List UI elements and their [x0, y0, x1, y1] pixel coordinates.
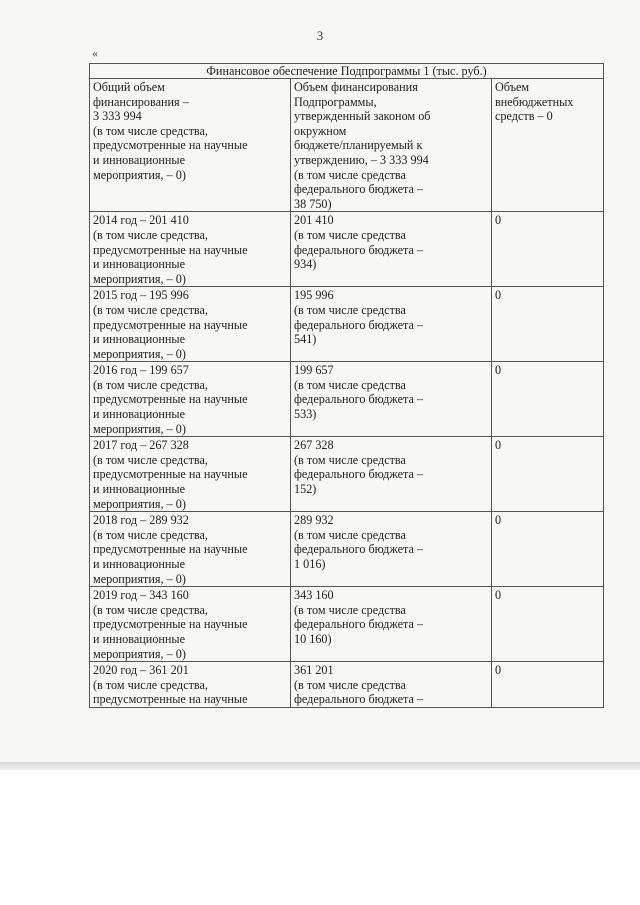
- table-row: [90, 512, 604, 587]
- row-extrabudgetary: 0: [492, 362, 604, 437]
- row-year-total: 2016 год – 199 657 (в том числе средства, предусмотренные на научные и инновационные мероприятия, – 0): [90, 362, 291, 437]
- row-year-total: 2014 год – 201 410 (в том числе средства, предусмотренные на научные и инновационные мероприятия, – 0): [90, 212, 291, 287]
- row-budget-amount: 289 932 (в том числе средства федерального бюджета – 1 016): [291, 512, 492, 587]
- row-budget-amount: 343 160 (в том числе средства федерального бюджета – 10 160): [291, 587, 492, 662]
- header-extrabudgetary: Объем внебюджетных средств – 0: [492, 79, 604, 212]
- row-year-total: 2017 год – 267 328 (в том числе средства, предусмотренные на научные и инновационные мероприятия, – 0): [90, 437, 291, 512]
- header-subprogram-financing: Объем финансирования Подпрограммы, утвержденный законом об окружном бюджете/планируемый к утверждению, – 3 333 994 (в том числе средства федерального бюджета – 38 750): [291, 79, 492, 212]
- table-header-row: [90, 79, 604, 212]
- row-extrabudgetary: 0: [492, 287, 604, 362]
- table-row: [90, 287, 604, 362]
- row-extrabudgetary: 0: [492, 512, 604, 587]
- row-year-total: 2015 год – 195 996 (в том числе средства, предусмотренные на научные и инновационные мероприятия, – 0): [90, 287, 291, 362]
- row-budget-amount: 201 410 (в том числе средства федерального бюджета – 934): [291, 212, 492, 287]
- table-row: [90, 587, 604, 662]
- header-total-financing: Общий объем финансирования – 3 333 994 (в том числе средства, предусмотренные на научные и инновационные мероприятия, – 0): [90, 79, 291, 212]
- row-extrabudgetary: 0: [492, 212, 604, 287]
- row-budget-amount: 195 996 (в том числе средства федерального бюджета – 541): [291, 287, 492, 362]
- row-extrabudgetary: 0: [492, 662, 604, 708]
- row-budget-amount: 267 328 (в том числе средства федерального бюджета – 152): [291, 437, 492, 512]
- table-row: [90, 212, 604, 287]
- row-year-total: 2019 год – 343 160 (в том числе средства, предусмотренные на научные и инновационные мероприятия, – 0): [90, 587, 291, 662]
- financing-table: [89, 63, 604, 708]
- table-row: [90, 662, 604, 708]
- table-row: [90, 437, 604, 512]
- row-extrabudgetary: 0: [492, 437, 604, 512]
- page-number: 3: [316, 28, 324, 43]
- table-row: [90, 362, 604, 437]
- row-year-total: 2020 год – 361 201 (в том числе средства, предусмотренные на научные: [90, 662, 291, 708]
- row-year-total: 2018 год – 289 932 (в том числе средства, предусмотренные на научные и инновационные мероприятия, – 0): [90, 512, 291, 587]
- opening-quote-mark: «: [92, 46, 98, 60]
- row-extrabudgetary: 0: [492, 587, 604, 662]
- page-edge-shadow: [0, 762, 640, 770]
- row-budget-amount: 199 657 (в том числе средства федерального бюджета – 533): [291, 362, 492, 437]
- table-title-row: [90, 64, 604, 79]
- table-title: Финансовое обеспечение Подпрограммы 1 (тыс. руб.): [90, 64, 604, 79]
- row-budget-amount: 361 201 (в том числе средства федерального бюджета –: [291, 662, 492, 708]
